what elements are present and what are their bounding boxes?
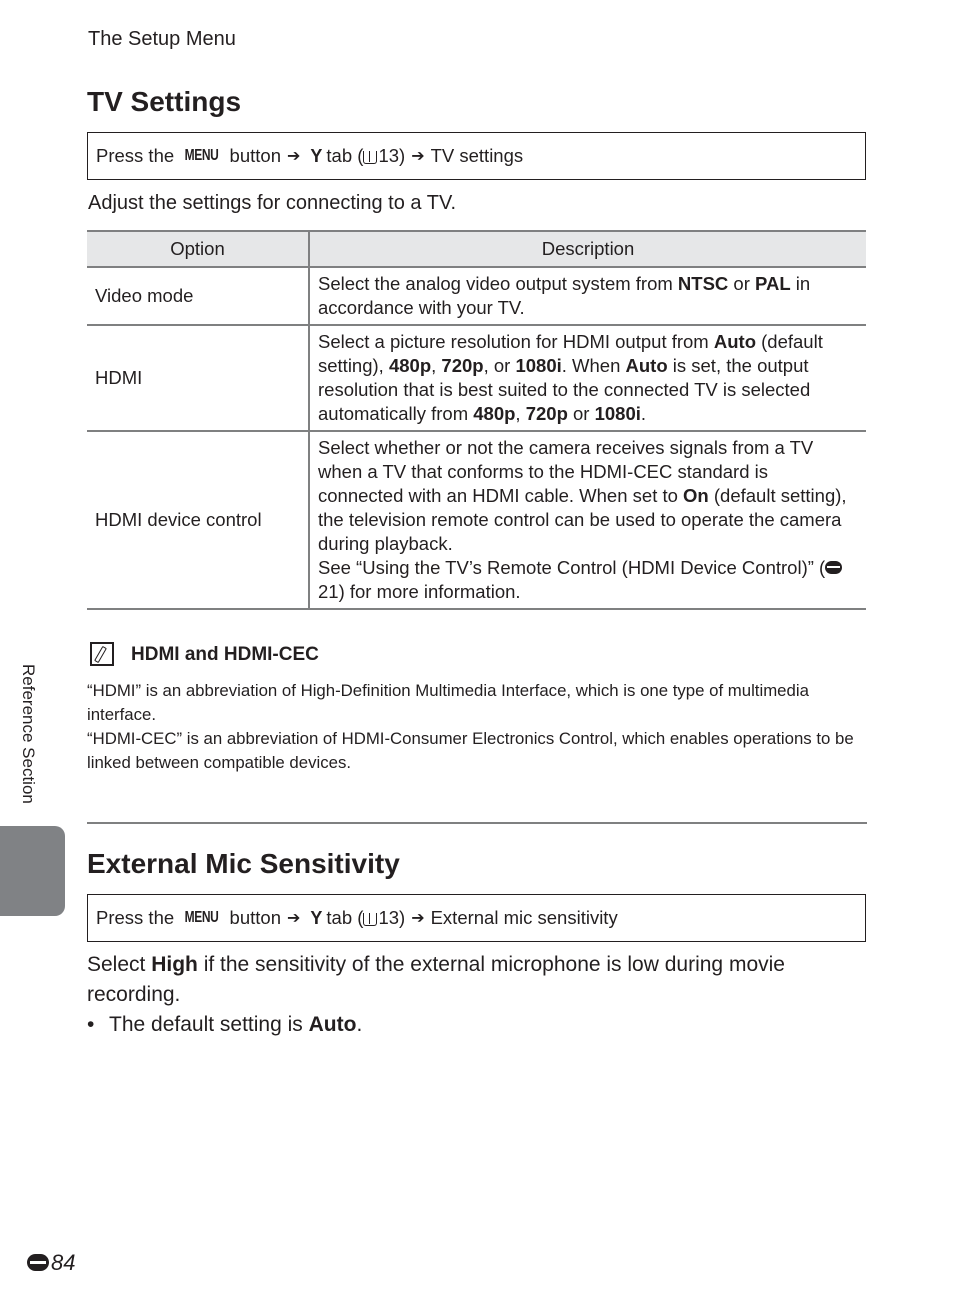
option-cell: Video mode: [87, 267, 309, 325]
option-cell: HDMI: [87, 325, 309, 431]
nav-page-ref: 13): [378, 145, 406, 166]
nav-button-text: button: [229, 145, 281, 166]
intro-text: Adjust the settings for connecting to a TV.: [88, 192, 457, 214]
options-table: [87, 230, 866, 610]
side-section-label: Reference Section: [19, 664, 38, 804]
pencil-note-icon: [90, 642, 114, 666]
wrench-icon: Y: [310, 907, 323, 928]
section-title-mic: External Mic Sensitivity: [87, 848, 400, 879]
nav-tab-text: tab (: [326, 907, 364, 928]
arrow-right-icon: ➔: [286, 148, 301, 165]
note-paragraph: “HDMI” is an abbreviation of High-Definition Multimedia Interface, which is one type of multimedia interface.: [87, 681, 809, 724]
nav-button-text: button: [229, 907, 281, 928]
arrow-right-icon: ➔: [411, 148, 425, 165]
mic-description: Select High if the sensitivity of the external microphone is low during movie recording.: [87, 953, 785, 1006]
menu-button-icon: MENU: [184, 909, 219, 926]
reference-section-icon: [27, 1254, 49, 1271]
menu-path-tv-settings: [87, 132, 866, 180]
description-cell: Select whether or not the camera receives signals from a TV when a TV that conforms to the HDMI-CEC standard is connected with an HDMI cable. When set to On (default setting), the television remote control can be used to operate the camera during playback. See “Using the TV’s Remote Control (HDMI Device Control)” (21) for more information.: [309, 431, 866, 609]
table-row: [87, 267, 866, 325]
bullet-icon: •: [87, 1013, 95, 1036]
nav-press-text: Press the: [96, 907, 175, 928]
arrow-right-icon: ➔: [286, 910, 301, 927]
nav-tab-text: tab (: [326, 145, 364, 166]
nav-target-text: TV settings: [430, 145, 524, 166]
arrow-right-icon: ➔: [411, 910, 425, 927]
running-header: The Setup Menu: [88, 28, 236, 50]
table-header-row: [87, 231, 866, 267]
book-icon: [363, 913, 377, 926]
wrench-icon: Y: [310, 145, 323, 166]
menu-button-icon: MENU: [184, 147, 219, 164]
table-row: [87, 325, 866, 431]
description-cell: Select a picture resolution for HDMI output from Auto (default setting), 480p, 720p, or 1080i. When Auto is set, the output resolution that is best suited to the connected TV is selected automatically from 480p, 720p or 1080i.: [309, 325, 866, 431]
column-header-option: Option: [87, 231, 309, 267]
page-number: 84: [27, 1250, 75, 1276]
section-divider: [87, 822, 867, 824]
book-icon: [363, 151, 377, 164]
reference-section-icon: [825, 561, 842, 574]
option-cell: HDMI device control: [87, 431, 309, 609]
description-cell: Select the analog video output system from NTSC or PAL in accordance with your TV.: [309, 267, 866, 325]
table-row: [87, 431, 866, 609]
note-body: [87, 679, 867, 775]
column-header-description: Description: [309, 231, 866, 267]
section-title-tv-settings: TV Settings: [87, 86, 242, 117]
menu-path-mic: [87, 894, 866, 942]
note-title: HDMI and HDMI-CEC: [131, 644, 319, 665]
nav-target-text: External mic sensitivity: [430, 907, 618, 928]
nav-press-text: Press the: [96, 145, 175, 166]
note-paragraph: “HDMI-CEC” is an abbreviation of HDMI-Consumer Electronics Control, which enables operations to be linked between compatible devices.: [87, 729, 854, 772]
section-tab-marker: [0, 826, 65, 916]
default-setting-bullet: • The default setting is Auto.: [87, 1013, 363, 1036]
nav-page-ref: 13): [378, 907, 406, 928]
